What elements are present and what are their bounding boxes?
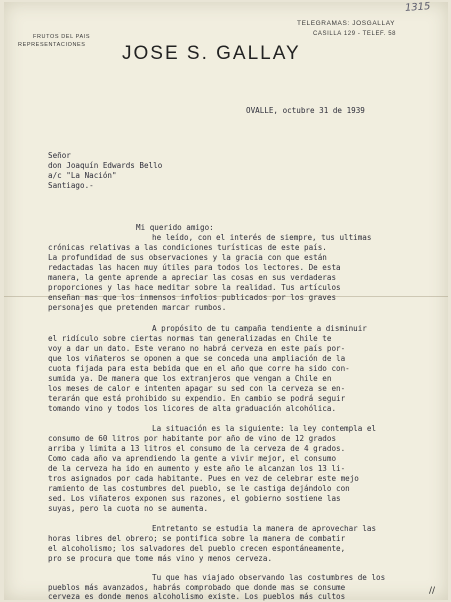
paragraph-line: La situación es la siguiente: la ley contempla el [152,424,377,433]
letterhead-casilla: CASILLA 129 - TELEF. 58 [313,31,397,37]
paragraph-line: he leído, con el interés de siempre, tus ultimas [152,233,372,242]
paragraph-line: consumo de 60 litros por habitante por año de vino de 12 grados [48,434,337,443]
letterhead-name: JOSE S. GALLAY [122,43,301,64]
paragraph-line: que los viñateros se oponen a que se conceda una ampliación de la [48,354,346,363]
paragraph-line: crónicas relativas a las condiciones turísticas de este país. [48,243,327,252]
paragraph-line: de la cerveza ha ido en aumento y este año le alcanzan los 13 li- [48,464,346,473]
address-line-3: a/c "La Nación" [48,171,117,180]
paragraph-line: horas libres del obrero; se pontifica sobre la manera de combatir [48,534,346,543]
address-line-4: Santiago.- [48,181,94,190]
paragraph-line: Entretanto se estudia la manera de aprovechar las [152,524,377,533]
date-line: OVALLE, octubre 31 de 1939 [246,106,365,115]
paragraph-line: manera, la gente aprende a apreciar las cosas en sus verdaderas [48,273,337,282]
continuation-mark: // [429,586,436,596]
address-line-2: don Joaquín Edwards Bello [48,161,163,170]
paragraph-line: los meses de calor e intenten apagar su sed con la cerveza se en- [48,384,346,393]
paragraph-line: terarán que está prohibido su expendio. En cambio se podrá seguir [48,394,346,403]
salutation: Mi querido amigo: [136,223,214,232]
address-line-1: Señor [48,151,71,160]
paragraph-line: el ridículo sobre ciertas normas tan generalizadas en Chile te [48,334,332,343]
paragraph-line: redactadas las hacen muy útiles para todos los lectores. De esta [48,263,341,272]
paragraph-line: sed. Los viñateros exponen sus razones, el gobierno sostiene las [48,494,341,503]
archive-number: 1315 [404,1,431,14]
letterhead-telegram: TELEGRAMAS: JOSGALLAY [297,20,396,27]
paragraph-line: tomando vino y todos los licores de alta graduación alcohólica. [48,404,337,413]
paragraph-line: cerveza es donde menos alcoholismo existe. Los pueblos más cultos [48,592,346,601]
paragraph-line: arriba y limita a 13 litros el consumo de la cerveza de 4 grados. [48,444,346,453]
letterhead-left-line2: REPRESENTACIONES [18,42,86,48]
paragraph-line: pueblos más avanzados, habrás comprobado que donde mas se consume [48,583,346,592]
paragraph-line: ramiento de las costumbres del pueblo, se le castiga dejándolo con [48,484,350,493]
paragraph-line: pro se procura que tome más vino y menos cerveza. [48,554,273,563]
paragraph-line: personajes que pretenden marcar rumbos. [48,303,227,312]
paragraph-line: proporciones y las hace meditar sobre la realidad. Tus artículos [48,283,341,292]
paragraph-line: voy a dar un dato. Este verano no habrá cerveza en este país por- [48,344,346,353]
paragraph-line: el alcoholismo; los salvadores del pueblo crecen espontáneamente, [48,544,346,553]
paragraph-line: enseñan mas que los inmensos infolios publicados por los graves [48,293,337,302]
paragraph-line: sumida ya. De manera que los extranjeros que vengan a Chile en [48,374,332,383]
paragraph-line: Como cada año va aprendiendo la gente a vivir mejor, el consumo [48,454,337,463]
paragraph-line: suyas, pero la cuota no se aumenta. [48,504,209,513]
paragraph-line: cuota fijada para esta bebida que en el año que corre ha sido con- [48,364,350,373]
paragraph-line: tros asignados por cada habitante. Pues en vez de celebrar este mejo [48,474,359,483]
paragraph-line: La profundidad de sus observaciones y la gracia con que están [48,253,327,262]
letterhead-left-line1: FRUTOS DEL PAIS [33,34,91,40]
paragraph-line: A propósito de tu campaña tendiente a disminuir [152,324,367,333]
paragraph-line: Tu que has viajado observando las costumbres de los [152,573,386,582]
